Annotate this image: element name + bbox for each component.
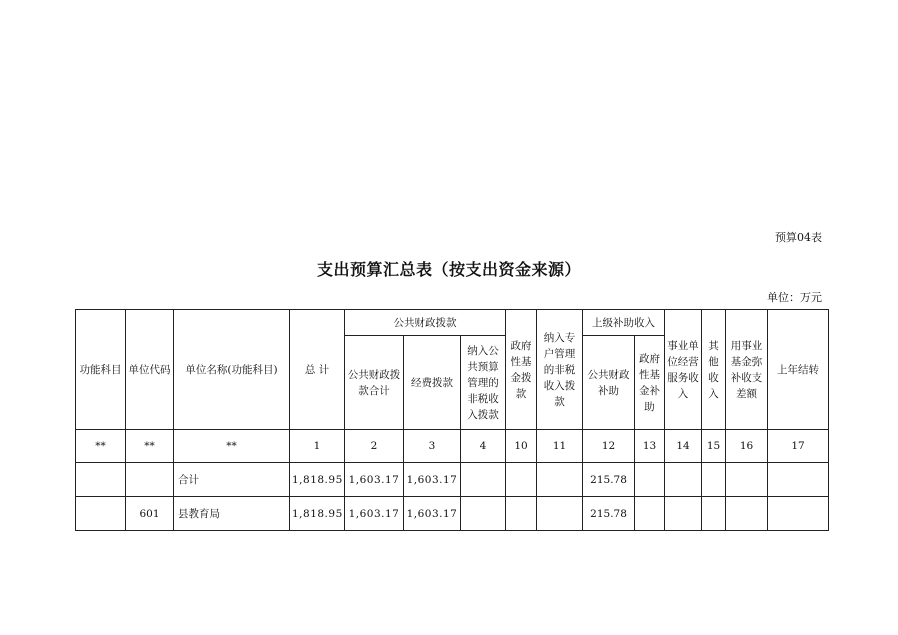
- cell-expense-allocation: 1,603.17: [404, 497, 461, 531]
- cell-public-finance-total: 1,603.17: [345, 463, 404, 497]
- cell-nontax-special: [537, 497, 583, 531]
- cell-gov-fund: [506, 497, 537, 531]
- header-superior-subsidy-group: 上级补助收入: [583, 310, 665, 336]
- index-cell: 1: [290, 430, 345, 463]
- index-cell: 16: [726, 430, 768, 463]
- cell-superior-public: 215.78: [583, 463, 635, 497]
- header-other-income: 其他收入: [702, 310, 726, 430]
- header-expense-allocation: 经费拨款: [404, 336, 461, 430]
- cell-fund-balance: [726, 463, 768, 497]
- header-nontax-special: 纳入专户管理的非税收入拨款: [537, 310, 583, 430]
- cell-superior-gov-fund: [635, 497, 665, 531]
- cell-public-finance-total: 1,603.17: [345, 497, 404, 531]
- header-superior-gov-fund: 政府性基金补助: [635, 336, 665, 430]
- cell-total: 1,818.95: [290, 463, 345, 497]
- page-title: 支出预算汇总表（按支出资金来源）: [316, 260, 581, 279]
- index-cell: 3: [404, 430, 461, 463]
- index-cell: 17: [768, 430, 829, 463]
- header-total: 总 计: [290, 310, 345, 430]
- header-unit-code: 单位代码: [126, 310, 174, 430]
- index-cell: 11: [537, 430, 583, 463]
- cell-other-income: [702, 463, 726, 497]
- index-cell: **: [76, 430, 126, 463]
- header-func-subject: 功能科目: [76, 310, 126, 430]
- index-cell: 10: [506, 430, 537, 463]
- cell-last-year: [768, 497, 829, 531]
- cell-nontax-public: [461, 497, 506, 531]
- form-number: 预算04表: [775, 231, 822, 244]
- index-cell: 4: [461, 430, 506, 463]
- index-cell: **: [126, 430, 174, 463]
- cell-func: [76, 497, 126, 531]
- cell-gov-fund: [506, 463, 537, 497]
- cell-superior-gov-fund: [635, 463, 665, 497]
- header-public-finance-group: 公共财政拨款: [345, 310, 506, 336]
- unit-label: 单位：万元: [767, 291, 822, 304]
- cell-business-income: [665, 463, 702, 497]
- header-superior-public: 公共财政补助: [583, 336, 635, 430]
- cell-code: 601: [126, 497, 174, 531]
- cell-name: 县教育局: [174, 497, 290, 531]
- header-last-year: 上年结转: [768, 310, 829, 430]
- cell-nontax-special: [537, 463, 583, 497]
- cell-code: [126, 463, 174, 497]
- header-nontax-public: 纳入公共预算管理的非税收入拨款: [461, 336, 506, 430]
- index-cell: 13: [635, 430, 665, 463]
- index-cell: 15: [702, 430, 726, 463]
- header-business-income: 事业单位经营服务收入: [665, 310, 702, 430]
- cell-expense-allocation: 1,603.17: [404, 463, 461, 497]
- header-public-finance-total: 公共财政拨款合计: [345, 336, 404, 430]
- header-gov-fund: 政府性基金拨款: [506, 310, 537, 430]
- cell-business-income: [665, 497, 702, 531]
- cell-name: 合计: [174, 463, 290, 497]
- column-index-row: [76, 430, 829, 463]
- budget-summary-table: [75, 309, 829, 531]
- cell-last-year: [768, 463, 829, 497]
- header-fund-balance: 用事业基金弥补收支差额: [726, 310, 768, 430]
- cell-other-income: [702, 497, 726, 531]
- cell-func: [76, 463, 126, 497]
- index-cell: 14: [665, 430, 702, 463]
- index-cell: 12: [583, 430, 635, 463]
- cell-fund-balance: [726, 497, 768, 531]
- cell-superior-public: 215.78: [583, 497, 635, 531]
- index-cell: 2: [345, 430, 404, 463]
- header-row-1: [76, 310, 829, 336]
- cell-total: 1,818.95: [290, 497, 345, 531]
- header-unit-name: 单位名称(功能科目): [174, 310, 290, 430]
- table-row-total: [76, 463, 829, 497]
- cell-nontax-public: [461, 463, 506, 497]
- table-row-unit: [76, 497, 829, 531]
- index-cell: **: [174, 430, 290, 463]
